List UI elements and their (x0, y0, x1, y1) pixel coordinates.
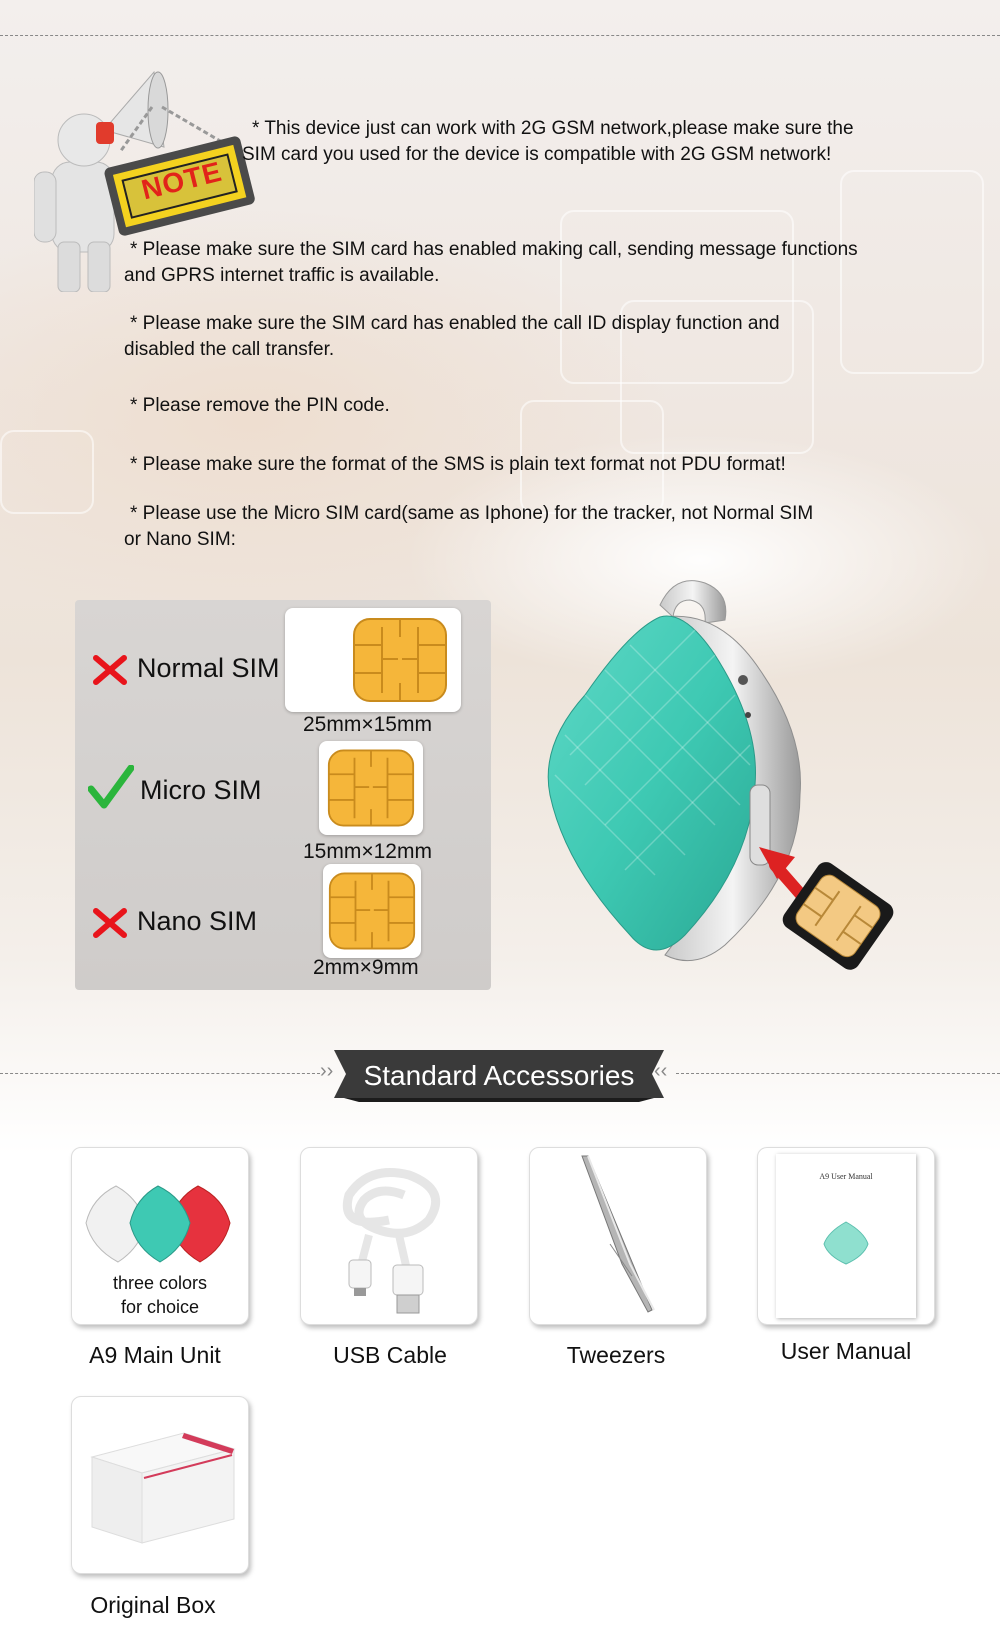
normal-sim-card (285, 608, 461, 712)
bg-decoration (840, 170, 984, 374)
note-line-1: * This device just can work with 2G GSM network,please make sure the SIM card you used for the device is compatible with 2G GSM network! (242, 118, 854, 165)
sim-dimension-nano: 2mm×9mm (313, 956, 419, 979)
accessories-divider-right (676, 1073, 1000, 1074)
note-line-5: * Please make sure the format of the SMS is plain text format not PDU format! (130, 454, 786, 475)
manual-cover-title: A9 User Manual (819, 1172, 873, 1181)
box-icon (84, 1427, 238, 1547)
accessory-user-manual-image (757, 1147, 935, 1325)
top-divider (0, 35, 1000, 36)
note-badge-text: NOTE (138, 155, 226, 206)
sim-dimension-normal: 25mm×15mm (303, 713, 432, 736)
usb-cable-icon (319, 1160, 459, 1315)
tweezers-icon (570, 1154, 670, 1318)
tracker-colors-icon (78, 1178, 244, 1268)
accessory-label-usb-cable: USB Cable (333, 1342, 447, 1368)
accessory-label-main-unit: A9 Main Unit (89, 1342, 221, 1368)
accessories-title: Standard Accessories (363, 1060, 635, 1091)
accessory-label-original-box: Original Box (90, 1592, 216, 1618)
sim-chip-icon (328, 869, 416, 953)
sim-label-micro: Micro SIM (140, 775, 262, 805)
accessory-usb-cable-image (300, 1147, 478, 1325)
accessory-label-tweezers: Tweezers (566, 1342, 666, 1368)
cross-icon (93, 908, 127, 938)
manual-booklet (776, 1154, 916, 1318)
accessory-original-box-image (71, 1396, 249, 1574)
note-line-3: * Please make sure the SIM card has enabled the call ID display function and disabled the call transfer. (124, 313, 780, 360)
sim-chip-icon (327, 746, 415, 830)
sim-chip-icon (352, 617, 448, 703)
tracker-icon (818, 1218, 874, 1268)
chevron-right-icon: ›› (320, 1060, 334, 1082)
accessory-main-unit-image (71, 1147, 249, 1325)
cross-icon (93, 655, 127, 685)
note-line-6: * Please use the Micro SIM card(same as Iphone) for the tracker, not Normal SIM or Nano SIM: (124, 503, 814, 550)
accessory-label-user-manual: User Manual (780, 1338, 912, 1364)
sim-label-normal: Normal SIM (137, 653, 280, 683)
sim-label-nano: Nano SIM (137, 906, 258, 936)
nano-sim-card (323, 864, 421, 958)
check-icon (88, 765, 134, 809)
note-line-2: * Please make sure the SIM card has enabled making call, sending message functions and GPRS internet traffic is available. (124, 239, 858, 286)
main-unit-caption-1: three colors (112, 1273, 208, 1293)
note-line-4: * Please remove the PIN code. (130, 395, 390, 416)
accessory-tweezers-image (529, 1147, 707, 1325)
sim-dimension-micro: 15mm×12mm (303, 840, 432, 863)
accessories-divider-left (0, 1073, 320, 1074)
bg-decoration (0, 430, 94, 514)
tracker-device-illustration (545, 575, 925, 995)
micro-sim-card (319, 741, 423, 835)
chevron-left-icon: ‹‹ (654, 1060, 668, 1082)
main-unit-caption-2: for choice (120, 1297, 200, 1317)
